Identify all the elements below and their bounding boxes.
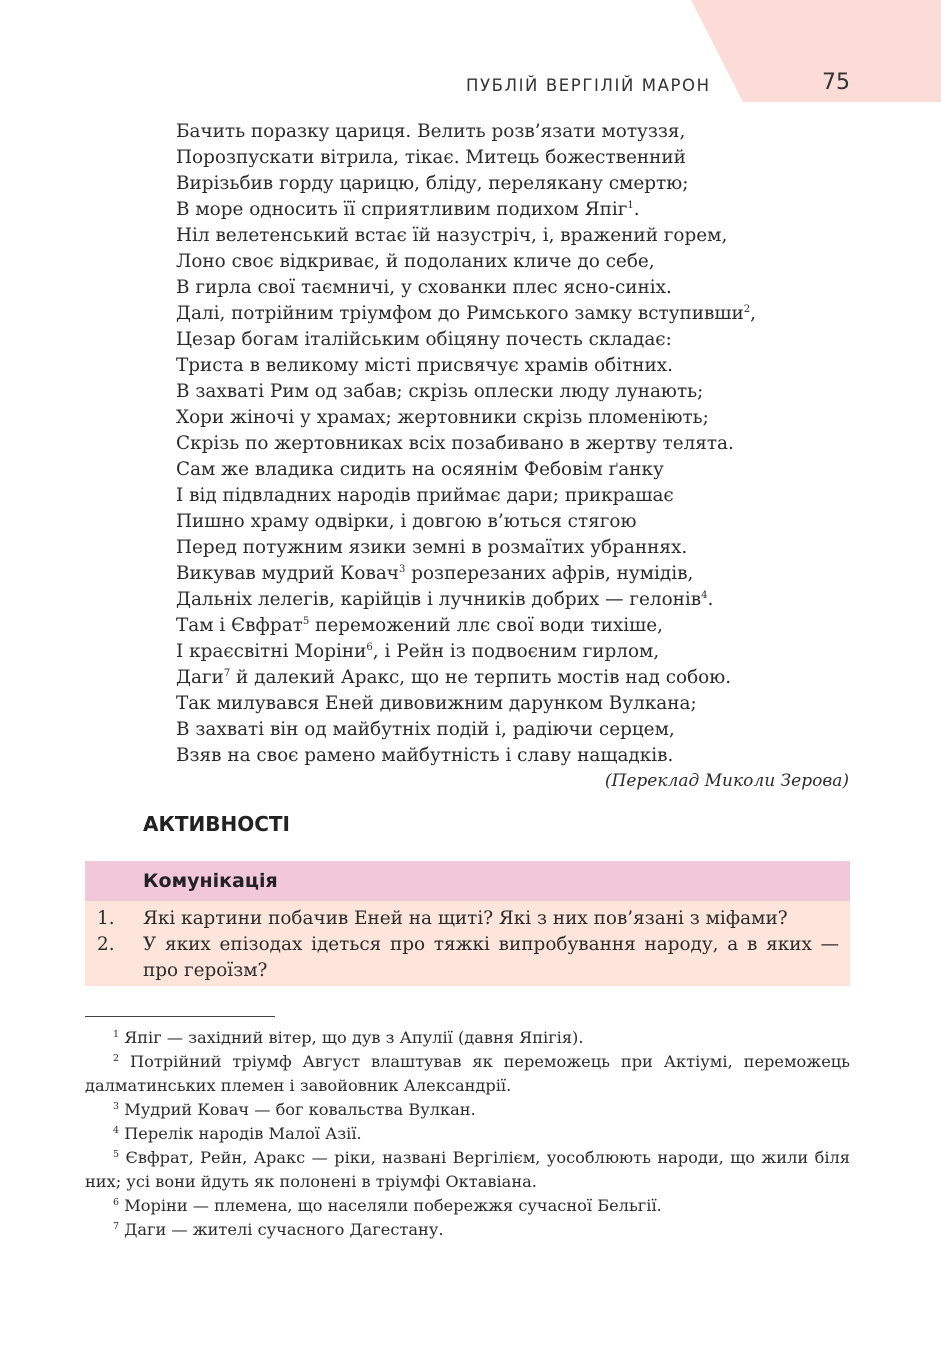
footnote-text: Мудрий Ковач — бог ковальства Вулкан.	[119, 1100, 476, 1119]
footnote-ref: 2	[743, 304, 751, 315]
translation-attribution: (Переклад Миколи Зерова)	[604, 771, 849, 791]
footnotes	[85, 1026, 850, 1242]
poem-text: Далі, потрійним тріумфом до Римського замку вступивши	[176, 303, 744, 324]
poem-text: Порозпускати вітрила, тікає. Митець божественний	[176, 147, 686, 168]
poem-text: Даги	[176, 667, 224, 688]
communication-questions	[85, 901, 850, 986]
footnote-ref: 3	[398, 564, 406, 575]
footnote-ref: 1	[627, 200, 634, 211]
footnote-text: Потрійний тріумф Август влаштував як переможець при Актіумі, переможець далматинських племен і завойовник Александрії.	[85, 1052, 850, 1095]
poem-line	[176, 197, 856, 223]
poem-text: Там і Євфрат	[176, 615, 303, 636]
footnote	[85, 1218, 850, 1242]
poem-line	[176, 223, 856, 249]
footnote-mark: 7	[113, 1221, 120, 1232]
poem-line	[176, 327, 856, 353]
footnote-ref: 6	[366, 642, 373, 653]
poem-text: І краєсвітні Моріни	[176, 641, 367, 662]
poem-line	[176, 145, 856, 171]
footnote	[85, 1146, 850, 1194]
poem-text: В захваті він од майбутніх подій і, радіючи серцем,	[176, 719, 675, 740]
poem-line	[176, 717, 856, 743]
poem-line	[176, 535, 856, 561]
poem-text: Цезар богам італійським обіцяну почесть складає:	[176, 329, 672, 350]
poem-line	[176, 665, 856, 691]
poem-text: Скрізь по жертовниках всіх позабивано в жертву телята.	[176, 433, 734, 454]
page-number: 75	[822, 70, 850, 95]
poem-text: переможений ллє свої води тихіше,	[309, 615, 663, 636]
footnote-text: Япіг — західний вітер, що дув з Апулії (давня Япігія).	[119, 1028, 584, 1047]
poem-text: й далекий Аракс, що не терпить мостів над собою.	[230, 667, 732, 688]
poem-text: В захваті Рим од забав; скрізь оплески люду лунають;	[176, 381, 704, 402]
footnote-ref: 7	[223, 668, 231, 679]
poem-text: Хори жіночі у храмах; жертовники скрізь пломеніють;	[176, 407, 709, 428]
footnote-mark: 3	[113, 1101, 120, 1112]
poem-line	[176, 483, 856, 509]
question-number: 1.	[97, 908, 115, 929]
poem-text: В гирла свої таємничі, у схованки плес ясно-синіх.	[176, 277, 672, 298]
poem-text: ,	[750, 303, 757, 324]
footnote-mark: 2	[113, 1053, 120, 1064]
footnote-divider	[85, 1016, 275, 1017]
question-number: 2.	[97, 934, 115, 955]
poem-line	[176, 743, 856, 769]
poem-line	[176, 691, 856, 717]
poem-line	[176, 587, 856, 613]
poem-text: Перед потужним язики земні в розмаїтих убраннях.	[176, 537, 688, 558]
question-text: Які картини побачив Еней на щиті? Які з них пов’язані з міфами?	[143, 908, 788, 929]
footnote-mark: 6	[113, 1197, 120, 1208]
poem-text: , і Рейн із подвоєним гирлом,	[372, 641, 660, 662]
poem-text: Вирізьбив горду царицю, бліду, перелякану смертю;	[176, 173, 689, 194]
poem-line	[176, 561, 856, 587]
footnote-text: Перелік народів Малої Азії.	[119, 1124, 362, 1143]
poem-line	[176, 171, 856, 197]
poem-text: Ніл велетенський встає їй назустріч, і, вражений горем,	[176, 225, 728, 246]
poem-line	[176, 405, 856, 431]
footnote	[85, 1026, 850, 1050]
footnote-text: Моріни — племена, що населяли побережжя сучасної Бельгії.	[119, 1196, 662, 1215]
poem-line	[176, 275, 856, 301]
poem-line	[176, 119, 856, 145]
poem-text: Триста в великому місті присвячує храмів обітних.	[176, 355, 673, 376]
poem-line	[176, 353, 856, 379]
poem-text: Так милувався Еней дивовижним дарунком Вулкана;	[176, 693, 697, 714]
poem-excerpt	[176, 119, 856, 769]
poem-line	[176, 379, 856, 405]
poem-text: І від підвладних народів приймає дари; прикрашає	[176, 485, 674, 506]
poem-text: .	[707, 589, 714, 610]
poem-line	[176, 431, 856, 457]
poem-text: Лоно своє відкриває, й подоланих кличе до себе,	[176, 251, 655, 272]
poem-line	[176, 639, 856, 665]
poem-line	[176, 301, 856, 327]
question-text: У яких епізодах ідеться про тяжкі випробування народу, а в яких — про героїзм?	[143, 934, 839, 981]
footnote-ref: 5	[302, 616, 310, 627]
poem-line	[176, 509, 856, 535]
footnote	[85, 1098, 850, 1122]
running-header: ПУБЛІЙ ВЕРГІЛІЙ МАРОН	[466, 76, 711, 95]
poem-text: Викував мудрий Ковач	[176, 563, 399, 584]
poem-text: Взяв на своє рамено майбутність і славу нащадків.	[176, 745, 674, 766]
footnote	[85, 1122, 850, 1146]
activities-heading: АКТИВНОСТІ	[143, 812, 290, 836]
footnote-mark: 1	[113, 1029, 120, 1040]
footnote-text: Євфрат, Рейн, Аракс — ріки, названі Вергілієм, уособлюють народи, що жили біля них; усі вони йдуть як полонені в тріумфі Октавіана.	[85, 1148, 850, 1191]
communication-title: Комунікація	[143, 870, 278, 892]
footnote	[85, 1194, 850, 1218]
poem-text: Бачить поразку цариця. Велить розв’язати мотуззя,	[176, 121, 686, 142]
poem-text: .	[633, 199, 640, 220]
poem-line	[176, 249, 856, 275]
footnote-mark: 5	[113, 1149, 120, 1160]
footnote-text: Даги — жителі сучасного Дагестану.	[119, 1220, 444, 1239]
poem-text: розперезаних афрів, нумідів,	[405, 563, 694, 584]
poem-line	[176, 457, 856, 483]
poem-text: Сам же владика сидить на осяянім Фебовім ґанку	[176, 459, 664, 480]
poem-text: Пишно храму одвірки, і довгою в’ються стягою	[176, 511, 637, 532]
footnote-mark: 4	[113, 1125, 120, 1136]
poem-text: Дальніх лелегів, карійців і лучників добрих — гелонів	[176, 589, 702, 610]
communication-section-header	[85, 861, 850, 901]
footnote	[85, 1050, 850, 1098]
poem-text: В море односить її сприятливим подихом Япіг	[176, 199, 628, 220]
poem-line	[176, 613, 856, 639]
page-corner-decoration	[691, 0, 941, 102]
footnote-ref: 4	[701, 590, 708, 601]
